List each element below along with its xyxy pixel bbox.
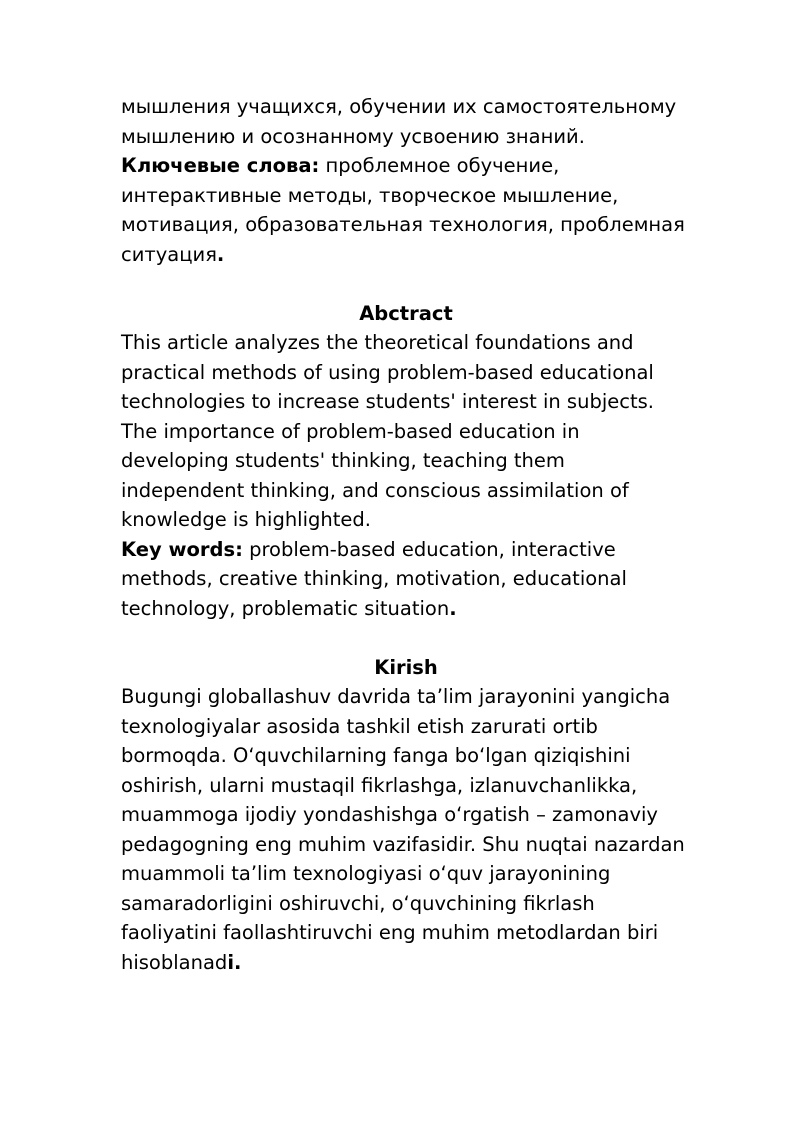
spacer: [121, 623, 691, 653]
intro-heading: Kirish: [374, 655, 438, 679]
english-keywords-label: Key words:: [121, 537, 243, 561]
document-page: [121, 92, 691, 977]
russian-abstract-text: мышления учащихся, обучении их самостоятельному мышлению и осознанному усвоению знаний.: [121, 95, 677, 148]
spacer: [121, 269, 691, 299]
abstract-heading: Abctract: [359, 301, 453, 325]
abstract-text: This article analyzes the theoretical foundations and practical methods of using problem-based educational technologies to increase students' interest in subjects. The importance of problem-based education in developing students' thinking, teaching them independent thinking, and conscious assimilation of knowledge is highlighted.: [121, 331, 654, 531]
intro-text: Bugungi globallashuv davrida ta’lim jarayonini yangicha texnologiyalar asosida tashkil etish zarurati ortib bormoqda. O‘quvchilarning fanga bo‘lgan qiziqishini oshirish, ularni mustaqil fikrlashga, izlanuvchanlikka, muammoga ijodiy yondashishga o‘rgatish – zamonaviy pedagogning eng muhim vazifasidir. Shu nuqtai nazardan muammoli ta’lim texnologiyasi o‘quv jarayonining samaradorligini oshiruvchi, o‘quvchining fikrlash faoliyatini faollashtiruvchi eng muhim metodlardan biri hisoblanad: [121, 685, 685, 974]
english-keywords-text: problem-based education, interactive methods, creative thinking, motivation, educational technology, problematic situation: [121, 537, 627, 620]
english-keywords-end: .: [449, 596, 457, 620]
intro-text-end: i.: [227, 950, 242, 974]
intro-body: [121, 682, 691, 977]
russian-keywords-label: Ключевые слова:: [121, 154, 320, 177]
russian-keywords-end: .: [216, 242, 225, 266]
english-keywords: [121, 535, 691, 624]
abstract-body: [121, 328, 691, 535]
russian-abstract-tail: [121, 92, 691, 151]
russian-keywords-text: проблемное обучение, интерактивные методы, творческое мышление, мотивация, образовательная технология, проблемная ситуация: [121, 154, 685, 266]
russian-keywords: [121, 151, 691, 269]
